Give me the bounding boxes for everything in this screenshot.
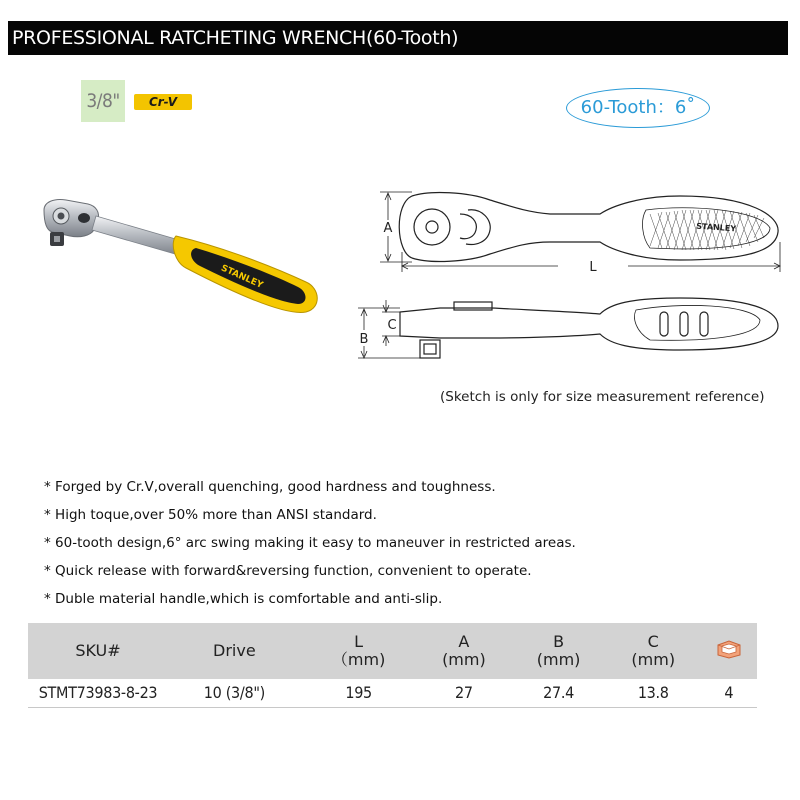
feature-item: * Duble material handle,which is comfortable and anti-slip. <box>44 591 443 607</box>
product-photo <box>36 190 326 330</box>
header-a-label: A <box>458 632 470 651</box>
wrench-shaft <box>92 216 186 256</box>
dimension-c-label: C <box>387 318 397 333</box>
feature-item: * Quick release with forward&reversing function, convenient to operate. <box>44 563 532 579</box>
page-title: PROFESSIONAL RATCHETING WRENCH(60-Tooth) <box>8 21 788 55</box>
sketch-brand-logo: STANLEY <box>695 221 737 234</box>
header-a-unit: (mm) <box>442 650 486 669</box>
feature-item: * 60-tooth design,6° arc swing making it easy to maneuver in restricted areas. <box>44 535 576 551</box>
spec-table <box>28 623 757 708</box>
cell-b: 27.4 <box>511 679 606 707</box>
feature-item: * High toque,over 50% more than ANSI standard. <box>44 507 377 523</box>
dimension-a-label: A <box>383 221 393 236</box>
sketch-note: (Sketch is only for size measurement reference) <box>440 389 765 405</box>
cell-c: 13.8 <box>606 679 701 707</box>
cell-l: 195 <box>301 679 417 707</box>
package-box-icon <box>716 639 742 659</box>
header-drive: Drive <box>168 623 301 679</box>
wrench-head <box>44 199 99 246</box>
header-qty <box>701 623 757 679</box>
header-c-unit: (mm) <box>631 650 676 669</box>
table-row <box>28 679 757 707</box>
header-b-unit: (mm) <box>536 650 581 669</box>
header-l <box>301 623 417 679</box>
header-c-label: C <box>647 632 659 651</box>
header-l-label: L <box>354 632 364 651</box>
header-b-label: B <box>553 632 565 651</box>
drive-size-badge: 3/8" <box>81 80 125 122</box>
brand-logo: STANLEY <box>219 263 265 291</box>
feature-item: * Forged by Cr.V,overall quenching, good hardness and toughness. <box>44 479 496 495</box>
spec-table-header <box>28 623 757 679</box>
cell-qty: 4 <box>701 679 757 707</box>
header-l-unit: （mm) <box>331 650 386 669</box>
dimension-sketch <box>350 180 790 380</box>
header-b <box>511 623 606 679</box>
feature-list <box>44 477 784 617</box>
cell-sku: STMT73983-8-23 <box>28 679 168 707</box>
header-a <box>417 623 512 679</box>
sketch-side-view <box>400 298 778 350</box>
cell-a: 27 <box>417 679 512 707</box>
cell-drive: 10 (3/8") <box>168 679 301 707</box>
wrench-handle <box>173 236 317 312</box>
header-sku: SKU# <box>28 623 168 679</box>
header-c <box>606 623 701 679</box>
material-badge: Cr-V <box>134 94 192 110</box>
dimension-l-label: L <box>589 260 597 275</box>
dimension-b-label: B <box>359 332 369 347</box>
tooth-spec-badge: 60-Tooth：6˚ <box>566 88 710 128</box>
